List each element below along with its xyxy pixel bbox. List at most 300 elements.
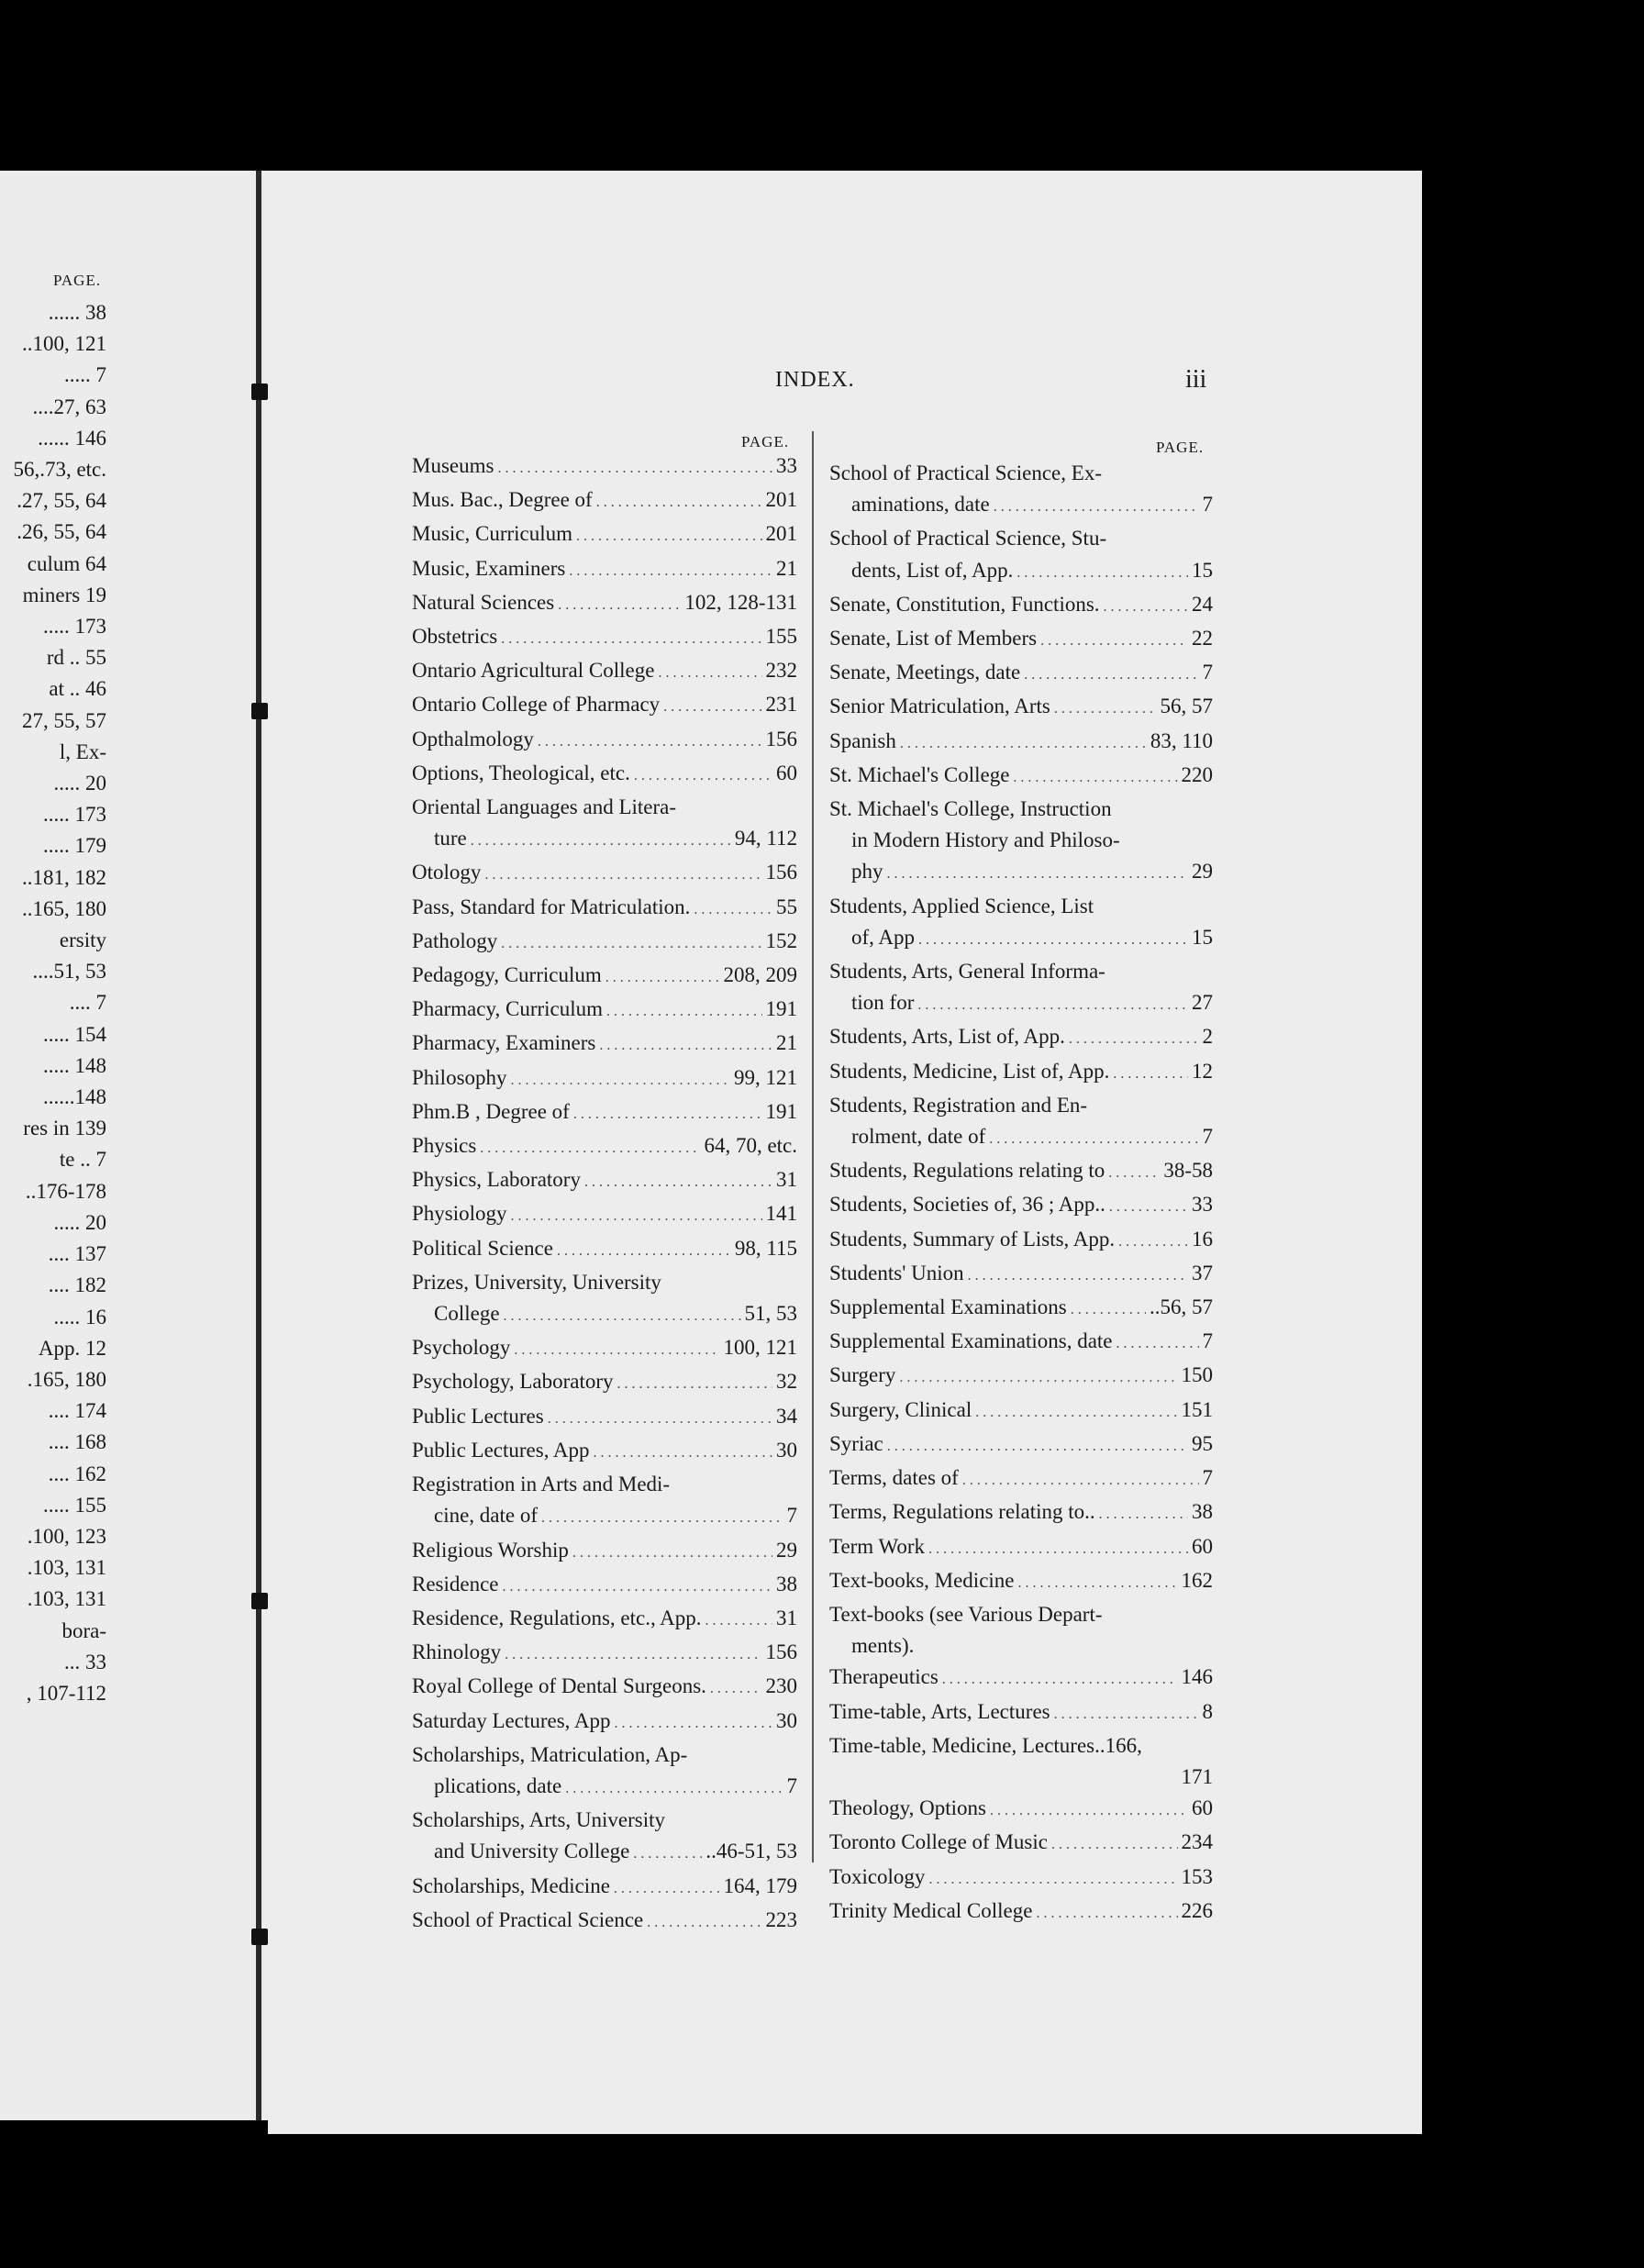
index-entry [829,760,1213,794]
index-entry [412,587,797,621]
index-entry [829,794,1213,891]
entry-row [412,926,797,960]
entry-term: Syriac [829,1431,883,1455]
entry-term: Students, Regulations relating to [829,1159,1105,1183]
entry-row [412,1771,797,1805]
entry-row [412,1569,797,1603]
dot-leader [942,1662,1178,1695]
entry-row [829,1662,1213,1695]
stitch-mark [251,703,268,719]
entry-pages: 155 [765,625,797,649]
index-entry [412,1905,797,1939]
entry-row [829,726,1213,760]
index-entry [412,960,797,994]
fragment-line: ..165, 180 [22,896,106,920]
entry-pages: 64, 70, etc. [704,1134,797,1158]
dot-leader [928,1862,1177,1896]
entry-term: Students, Medicine, List of, App. [829,1059,1110,1083]
entry-term: Supplemental Examinations, date [829,1329,1113,1353]
entry-term-continued: aminations, date [851,493,990,517]
entry-term: Rhinology [412,1640,502,1664]
fragment-line: res in 139 [23,1117,106,1140]
entry-pages: 15 [1192,558,1213,582]
index-entry [412,1096,797,1130]
stitch-mark [251,1929,268,1945]
dot-leader [594,1435,772,1469]
entry-row [829,1326,1213,1360]
entry-row [412,1401,797,1435]
dot-leader [514,1332,719,1366]
index-entry [829,956,1213,1021]
entry-term: Students, Summary of Lists, App. [829,1227,1116,1251]
entry-pages: 33 [1192,1193,1213,1217]
entry-pages: 164, 179 [723,1873,797,1897]
entry-row [412,1435,797,1469]
index-entry [829,1056,1213,1090]
fragment-line: at .. 46 [49,677,106,701]
entry-term: Toxicology [829,1864,926,1888]
index-entry [412,484,797,518]
index-entry [412,1706,797,1740]
entry-pages: 102, 128-131 [684,590,797,614]
dot-leader [557,1233,731,1267]
index-entry [412,689,797,723]
index-entry [829,1565,1213,1599]
entry-term: Phm.B , Degree of [412,1099,570,1123]
entry-row [412,1905,797,1939]
dot-leader [572,1535,772,1569]
index-entry [412,1028,797,1062]
entry-row [829,1224,1213,1258]
entry-term: Oriental Languages and Litera- [412,795,677,819]
entry-pages: 232 [765,659,797,683]
entry-term: Residence, Regulations, etc., App. [412,1606,702,1629]
entry-row [412,1535,797,1569]
dot-leader [887,856,1189,890]
entry-row [412,484,797,518]
entry-row [412,1198,797,1232]
entry-term: Otology [412,861,482,884]
entry-row [829,657,1213,691]
entry-pages: 171 [1181,1764,1213,1788]
entry-term: Psychology [412,1336,511,1360]
fragment-line: .27, 55, 64 [17,489,106,513]
entry-term: Therapeutics [829,1665,939,1689]
entry-term-continued: phy [851,860,883,884]
entry-term: Physics [412,1134,477,1158]
index-entry [412,1671,797,1705]
entry-pages: 201 [765,488,797,512]
dot-leader [511,1198,762,1232]
entry-term: Surgery [829,1363,896,1387]
fragment-line: .... 7 [69,991,106,1015]
dot-leader [710,1671,762,1705]
index-entry [829,1258,1213,1292]
entry-pages: 94, 112 [734,827,797,850]
fragment-line: .26, 55, 64 [17,520,106,544]
fragment-line: bora- [61,1618,106,1642]
index-entry [412,758,797,792]
entry-pages: 146 [1181,1665,1213,1689]
entry-pages: 99, 121 [734,1065,797,1089]
entry-term: Registration in Arts and Medi- [412,1473,671,1496]
entry-pages: 231 [765,693,797,717]
entry-term-continued: tion for [851,991,915,1015]
dot-leader [968,1258,1188,1292]
entry-row [412,758,797,792]
fragment-line: rd .. 55 [46,646,106,670]
entry-pages: 223 [765,1907,797,1931]
entry-term: Senate, Meetings, date [829,661,1021,684]
dot-leader [694,892,772,926]
entry-term: Time-table, Medicine, Lectures..166, [829,1733,1142,1757]
entry-term: Pathology [412,928,498,952]
entry-term-continued: in Modern History and Philoso- [851,828,1120,852]
entry-pages: ..56, 57 [1150,1295,1213,1319]
entry-term: Trinity Medical College [829,1898,1033,1922]
entry-row [829,489,1213,523]
entry-term: Physiology [412,1202,507,1226]
fragment-line: .... 137 [48,1242,106,1266]
index-entry [829,726,1213,760]
entry-term-continued: ture [434,827,467,850]
entry-row [412,1706,797,1740]
fragment-line: ...... 146 [38,426,106,450]
dot-leader [989,1121,1198,1155]
entry-pages: 51, 53 [744,1302,797,1326]
index-entry [412,792,797,857]
entry-pages: 30 [776,1708,797,1732]
entry-term: Scholarships, Medicine [412,1873,610,1897]
entry-pages: 150 [1181,1363,1213,1387]
fragment-line: 56,.73, etc. [13,458,106,482]
index-entry [412,450,797,484]
book-spine [256,171,261,2120]
entry-pages: 38-58 [1163,1159,1213,1183]
entry-term: Natural Sciences [412,590,555,614]
entry-pages: 31 [776,1168,797,1192]
index-entry [829,1662,1213,1695]
entry-pages: 7 [786,1504,797,1528]
fragment-line: ..... 20 [53,772,106,795]
entry-term-continued: College [434,1302,500,1326]
index-entry [412,1332,797,1366]
entry-pages: 60 [1192,1796,1213,1820]
dot-leader [548,1401,772,1435]
index-entry [412,1130,797,1164]
entry-term-continued: plications, date [434,1773,562,1797]
index-entry [412,1805,797,1870]
entry-row [412,823,797,857]
entry-pages: 152 [765,928,797,952]
fragment-line: ..100, 121 [22,332,106,356]
dot-leader [501,926,761,960]
entry-row [412,587,797,621]
index-entry [412,1740,797,1805]
entry-term: Royal College of Dental Surgeons. [412,1674,706,1698]
entry-row [829,555,1213,589]
right-column-page-label: PAGE. [1156,439,1205,456]
entry-row [412,553,797,587]
dot-leader [1071,1292,1146,1326]
entry-term: Obstetrics [412,625,498,649]
entry-row [412,689,797,723]
entry-pages: 7 [1202,1466,1213,1490]
entry-row [829,922,1213,956]
index-column-right [829,458,1213,1929]
fragment-line: ..... 173 [43,615,106,639]
entry-row [412,1332,797,1366]
entry-row [412,1500,797,1534]
entry-pages: 151 [1181,1397,1213,1421]
entry-pages: 55 [776,895,797,918]
entry-term: Toronto College of Music [829,1830,1048,1854]
dot-leader [599,1028,772,1062]
dot-leader [503,1569,772,1603]
entry-term: Students, Applied Science, List [829,894,1094,917]
entry-term: Text-books (see Various Depart- [829,1602,1103,1626]
entry-pages: 60 [1192,1534,1213,1558]
entry-pages: 2 [1202,1025,1213,1049]
index-entry [412,1435,797,1469]
entry-pages: 234 [1181,1830,1213,1854]
entry-pages: 7 [1202,661,1213,684]
facing-page-label: PAGE. [53,272,102,289]
index-entry [412,621,797,655]
index-entry [829,691,1213,725]
fragment-line: miners 19 [22,583,106,606]
entry-pages: 208, 209 [723,963,797,987]
entry-pages: 16 [1192,1227,1213,1251]
index-entry [412,1401,797,1435]
dot-leader [900,726,1147,760]
dot-leader [505,1637,761,1671]
dot-leader [497,450,772,484]
entry-row [412,1062,797,1096]
dot-leader [1116,1326,1199,1360]
entry-term: Pharmacy, Examiners [412,1031,596,1055]
dot-leader [565,1771,783,1805]
entry-pages: 21 [776,556,797,580]
entry-row [412,724,797,758]
entry-pages: 33 [776,454,797,477]
entry-pages: 191 [765,1099,797,1123]
stitch-mark [251,384,268,400]
entry-row [829,1395,1213,1429]
dot-leader [899,1360,1177,1394]
entry-row [412,1603,797,1637]
entry-row [829,1429,1213,1462]
fragment-line: l, Ex- [59,739,106,763]
entry-row [829,1496,1213,1530]
entry-pages: 29 [776,1538,797,1562]
index-entry [829,891,1213,956]
entry-row [412,655,797,689]
index-entry [829,1224,1213,1258]
entry-term: Terms, dates of [829,1466,959,1490]
entry-row [412,450,797,484]
entry-row [829,1462,1213,1496]
dot-leader [1040,623,1188,657]
fragment-line: .... 168 [48,1430,106,1454]
fragment-line: , 107-112 [26,1681,106,1705]
entry-term-continued: rolment, date of [851,1125,986,1149]
entry-term: Text-books, Medicine [829,1568,1015,1592]
entry-term: Students, Registration and En- [829,1093,1088,1117]
entry-row [829,1531,1213,1565]
dot-leader [647,1905,761,1939]
entry-row [412,1096,797,1130]
entry-pages: 156 [765,1640,797,1664]
index-entry [412,1469,797,1534]
index-entry [412,857,797,891]
entry-term: Public Lectures [412,1404,544,1428]
entry-pages: 34 [776,1404,797,1428]
stitch-mark [251,1593,268,1609]
index-entry [412,1871,797,1905]
dot-leader [1104,589,1188,623]
entry-row [829,1630,1213,1662]
dot-leader [928,1531,1188,1565]
entry-row [829,623,1213,657]
index-entry [829,1896,1213,1929]
entry-pages: 230 [765,1674,797,1698]
dot-leader [633,1836,702,1870]
entry-term: Museums [412,454,494,477]
dot-leader [501,621,761,655]
entry-pages: 29 [1192,860,1213,884]
entry-term: St. Michael's College [829,762,1010,786]
fragment-line: ..... 7 [64,363,106,387]
entry-row [829,987,1213,1021]
entry-term: Supplemental Examinations [829,1295,1067,1319]
entry-pages: 27 [1192,991,1213,1015]
entry-row [829,1189,1213,1223]
page-number: iii [1185,365,1207,394]
entry-term: Pharmacy, Curriculum [412,997,604,1021]
dot-leader [1118,1224,1188,1258]
dot-leader [994,489,1199,523]
entry-term: Pass, Standard for Matriculation. [412,895,691,918]
fragment-line: .... 174 [48,1399,106,1423]
index-entry [829,1462,1213,1496]
entry-term-continued: of, App [851,925,915,949]
entry-row [829,856,1213,890]
index-entry [829,1862,1213,1896]
dot-leader [484,857,761,891]
facing-page-fragments [0,297,106,1709]
index-entry [412,1233,797,1267]
entry-row [412,1836,797,1870]
entry-term: Saturday Lectures, App [412,1708,611,1732]
entry-pages: 8 [1202,1699,1213,1723]
index-entry [412,1164,797,1198]
entry-pages: 30 [776,1438,797,1462]
index-entry [412,724,797,758]
entry-term: Religious Worship [412,1538,569,1562]
entry-term-continued: dents, List of, App. [851,558,1014,582]
entry-term: Ontario Agricultural College [412,659,655,683]
entry-term: Residence [412,1572,499,1595]
entry-term: Students, Societies of, 36 ; App.. [829,1193,1105,1217]
fragment-line: .165, 180 [27,1367,106,1391]
entry-term: Psychology, Laboratory [412,1370,614,1394]
left-column-page-label: PAGE. [741,433,790,450]
entry-term: Physics, Laboratory [412,1168,581,1192]
entry-term-continued: and University College [434,1840,630,1863]
fragment-line: ..... 154 [43,1022,106,1046]
dot-leader [1054,1696,1199,1730]
fragment-line: ..181, 182 [22,865,106,889]
entry-row [829,1827,1213,1861]
entry-row [412,1233,797,1267]
dot-leader [705,1603,772,1637]
entry-pages: 60 [776,761,797,784]
entry-row [829,1793,1213,1827]
entry-row [412,1028,797,1062]
entry-term-continued: cine, date of [434,1504,539,1528]
entry-row [829,589,1213,623]
dot-leader [615,1706,772,1740]
dot-leader [918,922,1188,956]
entry-row [829,1021,1213,1055]
index-entry [829,1189,1213,1223]
index-entry [829,1155,1213,1189]
dot-leader [569,553,772,587]
fragment-line: .103, 131 [27,1556,106,1580]
fragment-line: ... 33 [64,1650,106,1673]
fragment-line: ..... 148 [43,1053,106,1077]
index-entry [412,1535,797,1569]
dot-leader [1069,1021,1199,1055]
index-entry [829,1395,1213,1429]
entry-term: Philosophy [412,1065,507,1089]
entry-pages: 141 [765,1202,797,1226]
fragment-line: App. 12 [38,1336,106,1360]
index-entry [412,655,797,689]
entry-pages: 7 [1202,493,1213,517]
index-entry [412,1366,797,1400]
dot-leader [1108,1155,1160,1189]
entry-row [412,1671,797,1705]
entry-row [829,1121,1213,1155]
dot-leader [1016,555,1188,589]
entry-term: Mus. Bac., Degree of [412,488,593,512]
dot-leader [605,960,720,994]
entry-row [412,1637,797,1671]
index-entry [829,1827,1213,1861]
dot-leader [1051,1827,1178,1861]
entry-term: Pedagogy, Curriculum [412,963,602,987]
index-entry [829,523,1213,588]
entry-pages: 37 [1192,1261,1213,1284]
index-entry [829,458,1213,523]
index-entry [829,1599,1213,1662]
entry-pages: 83, 110 [1150,728,1213,752]
entry-pages: 162 [1181,1568,1213,1592]
entry-pages: 56, 57 [1160,695,1213,718]
entry-term: Political Science [412,1236,553,1260]
dot-leader [576,518,761,552]
entry-row [829,1896,1213,1929]
entry-row [412,518,797,552]
entry-pages: 220 [1181,762,1213,786]
fragment-line: ..176-178 [25,1179,106,1203]
index-entry [829,1696,1213,1730]
entry-pages: 21 [776,1031,797,1055]
dot-leader [1024,657,1198,691]
entry-row [829,1056,1213,1090]
